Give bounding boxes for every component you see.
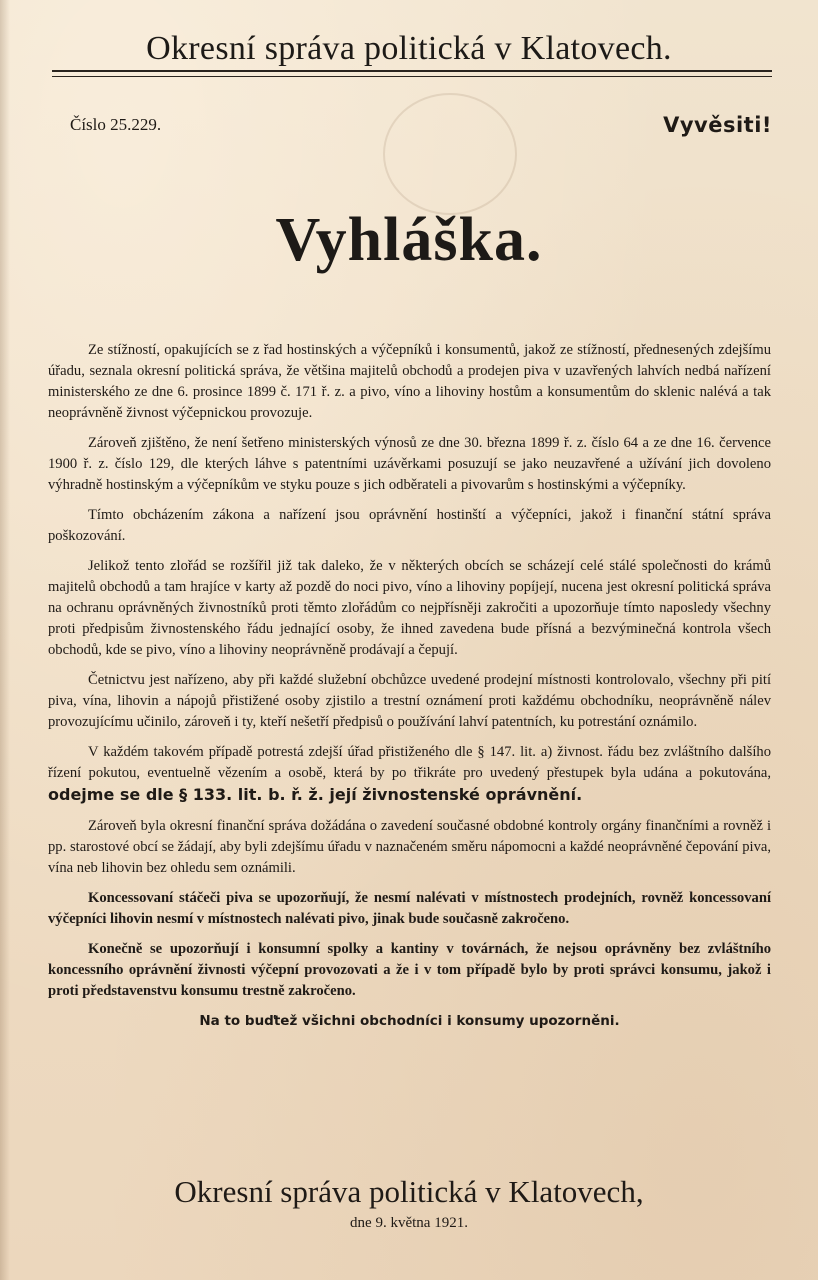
- final-notice: Na to buďtež všichni obchodníci i konsumy upozorněni.: [199, 1013, 620, 1029]
- paper-edge: [0, 0, 10, 1280]
- reference-number: Číslo 25.229.: [70, 115, 162, 134]
- paragraph-6: [48, 742, 771, 807]
- paragraph-3: Tímto obcházením zákona a nařízení jsou oprávnění hostinští a výčepníci, jakož i finanční státní správa poškozování.: [48, 507, 771, 544]
- paragraph-9: Konečně se upozorňují i konsumní spolky a kantiny v továrnách, že nejsou oprávněny bez zvláštního koncessního oprávnění živnosti výčepní provozovati a že i v tom případě bylo by proti správci konsumu, jakož i proti představenstvu konsumu trestně zakročeno.: [48, 941, 771, 999]
- paragraph-5: Četnictvu jest nařízeno, aby při každé služební obchůzce uvedené prodejní místnosti kontrolovalo, všechny při pití piva, vína, lihovin a nápojů přistižené osoby zjistilo a trestní oznámení proti každému obchodníku, neoprávněně nálev provozujícímu učinilo, zároveň i ty, kteří nešetří předpisů o používání lahví patentních, ku potrestání oznámilo.: [48, 672, 771, 730]
- paragraph-6-emphasis: odejme se dle § 133. lit. b. ř. ž. její živnostenské oprávnění.: [48, 785, 583, 804]
- footer-office: Okresní správa politická v Klatovech,: [174, 1174, 644, 1209]
- document-title: Vyhláška.: [275, 206, 543, 274]
- paragraph-2: Zároveň zjištěno, že není šetřeno ministerských výnosů ze dne 30. března 1899 ř. z. číslo 64 a ze dne 16. července 1900 ř. z. číslo 129, dle kterých láhve s patentními uzávěrkami posuzují se jako neuzavřené a užívání jich dovoleno výhradně hostinským a výčepníkům ve styku pouze s jich odběrateli a pivovarům s hostinskými a výčepníky.: [48, 435, 771, 493]
- header-office: Okresní správa politická v Klatovech.: [146, 30, 672, 67]
- post-notice: Vyvěsiti!: [663, 113, 772, 137]
- paragraph-7: Zároveň byla okresní finanční správa dožádána o zavedení současné obdobné kontroly orgány finančními a rovněž i pp. starostové obcí se žádají, aby byli zdejšímu úřadu v naznačeném směru nápomocni a každé neoprávněné čepování piva, vína neb lihovin bez ohledu sem oznámili.: [48, 818, 771, 876]
- footer-date: dne 9. května 1921.: [350, 1215, 468, 1231]
- paragraph-4: Jelikož tento zlořád se rozšířil již tak daleko, že v některých obcích se scházejí celé stálé společnosti do krámů majitelů obchodů a tam hrajíce v karty až pozdě do noci pivo, víno a lihoviny popíjejí, nucena jest okresní politická správa na ochranu oprávněných živnostníků proti těmto zlořádům co nejpřísněji zakročiti a upozorňuje tímto naposledy všechny proti předpisům živnostenského řádu jednající osoby, že ihned zavedena bude přísná a bezvýminečná kontrola všech obchodů, kde se pivo, víno a lihoviny neoprávněně prodávají a čepují.: [48, 558, 771, 658]
- paragraph-1: Ze stížností, opakujících se z řad hostinských a výčepníků i konsumentů, jakož ze stížností, přednesených zdejšímu úřadu, seznala okresní politická správa, že většina majitelů obchodů a prodejen piva v uzavřených lahvích nedbá nařízení ministerského ze dne 6. prosince 1899 č. 171 ř. z. a pivo, víno a lihoviny hostům a konsumentům do sklenic nalévá a tak neoprávněně živnost výčepnickou provozuje.: [48, 342, 771, 421]
- header-rule-thin: [52, 76, 772, 77]
- notice-body: [48, 340, 771, 1032]
- faded-stamp: [383, 93, 517, 215]
- header-rule: [52, 70, 772, 72]
- paragraph-8: Koncessovaní stáčeči piva se upozorňují, že nesmí nalévati v místnostech prodejních, rovněž koncessovaní výčepníci lihovin nesmí v místnostech nalévati pivo, jinak bude současně zakročeno.: [48, 890, 771, 927]
- paragraph-6-text: V každém takovém případě potrestá zdejší úřad přistiženého dle § 147. lit. a) živnost. řádu bez zvláštního dalšího řízení pokutou, eventuelně vězením a osobě, která by po třikráte pro uvedený přestupek byla udána a pokutována,: [48, 744, 771, 781]
